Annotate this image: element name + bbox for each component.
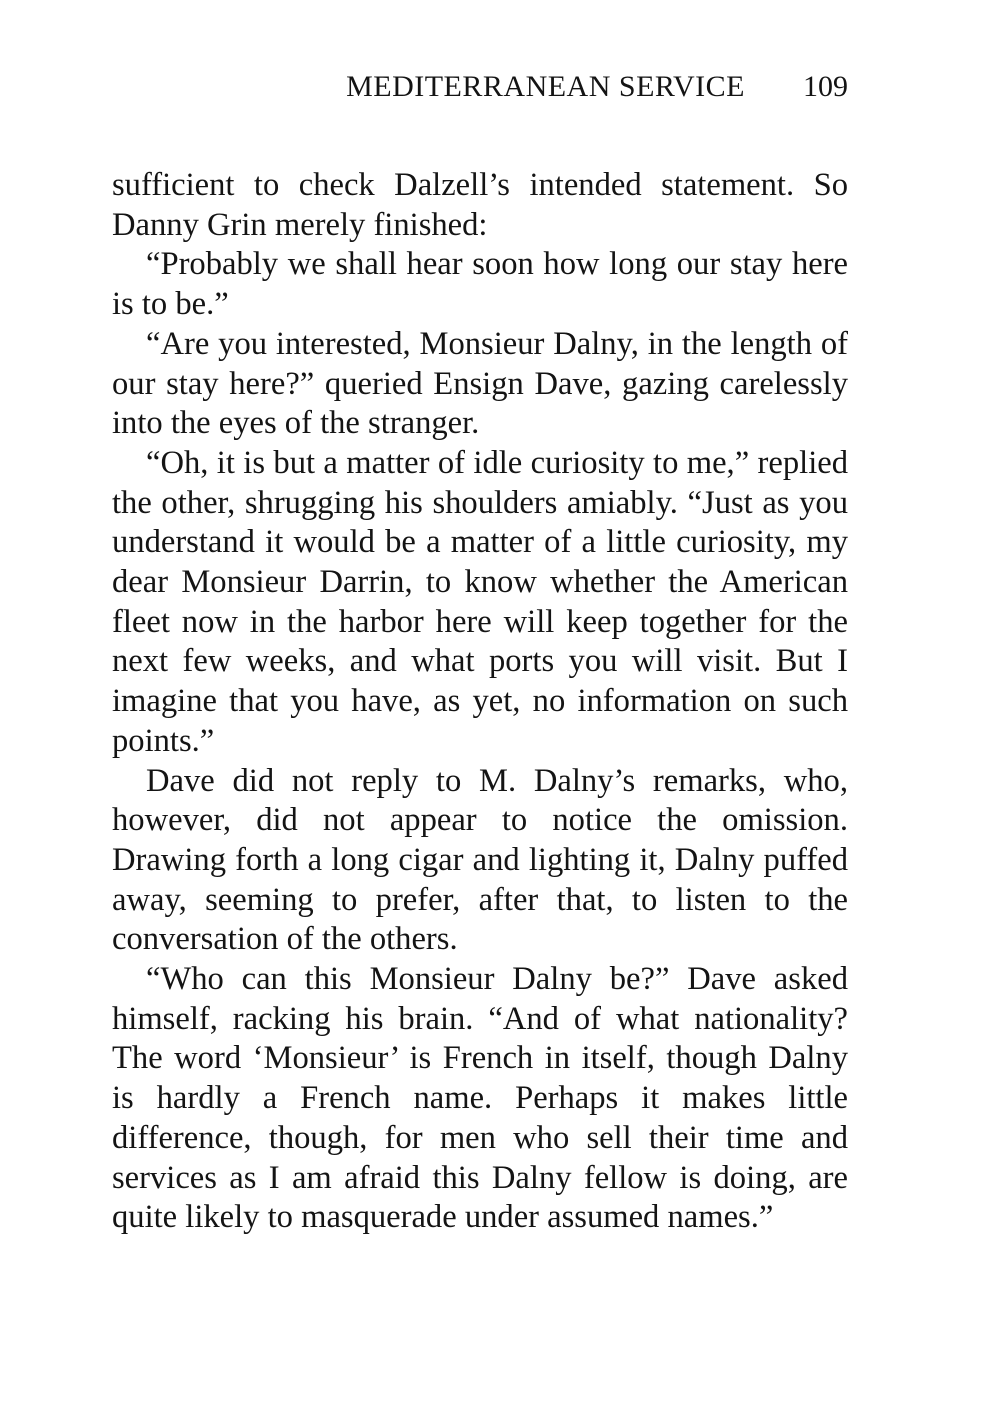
page-number: 109 (803, 70, 848, 103)
running-head (112, 70, 848, 122)
paragraph: Dave did not reply to M. Dalny’s remarks, who, however, did not appear to notice the omission. Drawing forth a long cigar and lighting it, Dalny puffed away, seeming to prefer, after that, to listen to the conversation of the others. (112, 762, 848, 958)
paragraph: “Probably we shall hear soon how long our stay here is to be.” (112, 246, 848, 323)
body-text (112, 166, 848, 1238)
paragraph: “Oh, it is but a matter of idle curiosity to me,” replied the other, shrugging his shoulders amiably. “Just as you understand it would be a matter of a little curiosity, my dear Monsieur Darrin, to know whether the American fleet now in the harbor here will keep together for the next few weeks, and what ports you will visit. But I imagine that you have, as yet, no information on such points.” (112, 444, 848, 759)
paragraph: “Who can this Monsieur Dalny be?” Dave asked himself, racking his brain. “And of what nationality? The word ‘Monsieur’ is French in itself, though Dalny is hardly a French name. Perhaps it makes little difference, though, for men who sell their time and services as I am afraid this Dalny fellow is doing, are quite likely to masquerade under assumed names.” (112, 961, 848, 1236)
paragraph-continued: sufficient to check Dalzell’s intended statement. So Danny Grin merely finished: (112, 167, 848, 243)
paragraph: “Are you interested, Monsieur Dalny, in the length of our stay here?” queried Ensign Dave, gazing carelessly into the eyes of the stranger. (112, 325, 848, 442)
book-page (112, 70, 848, 1238)
running-title: MEDITERRANEAN SERVICE (346, 70, 745, 103)
